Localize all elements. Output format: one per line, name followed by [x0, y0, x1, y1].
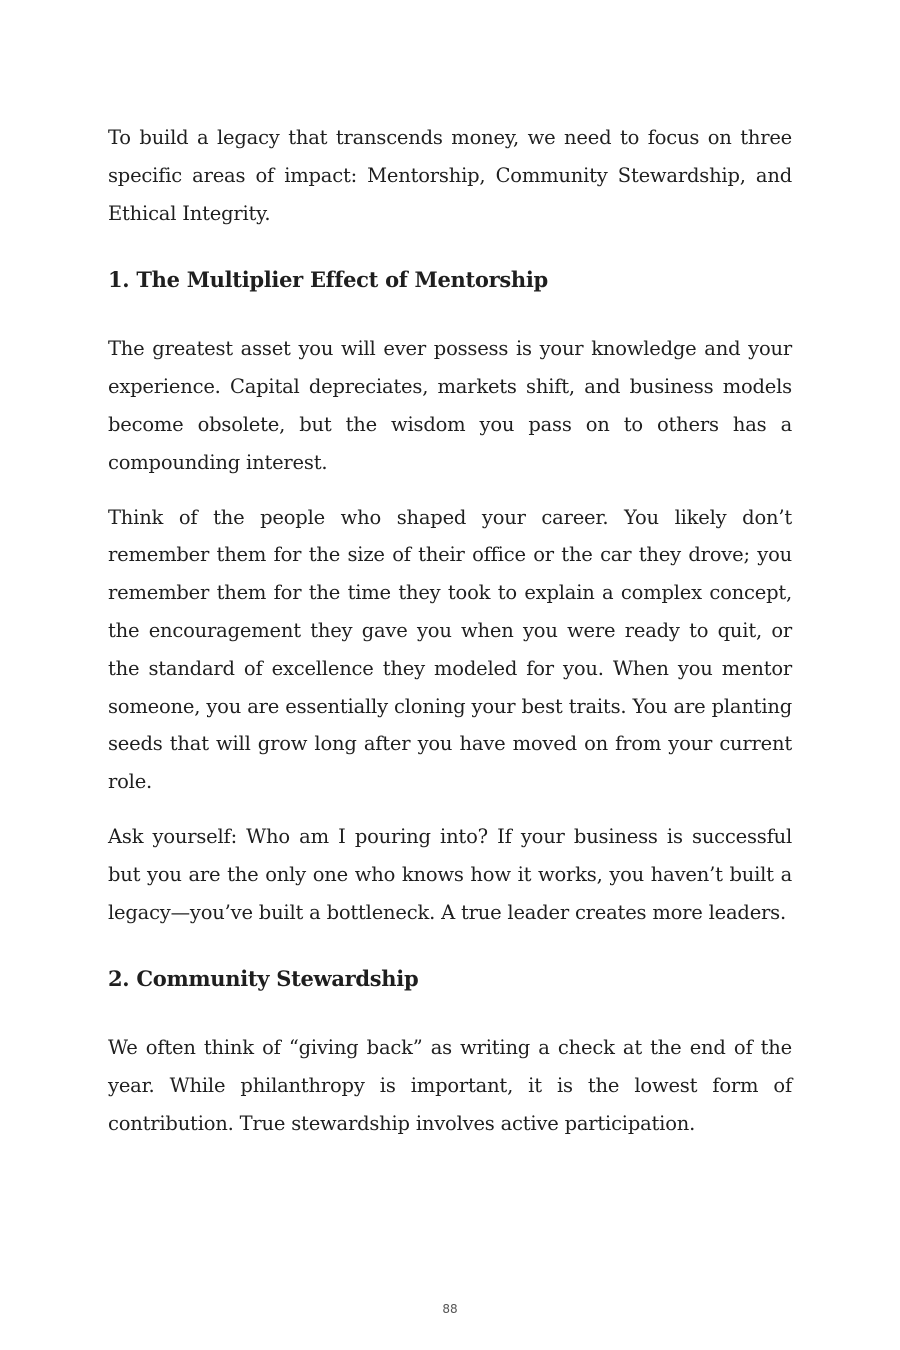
paragraph-mentorship-2: Think of the people who shaped your career. You likely don’t remember them for the size of their office or the car they drove; you remember them for the time they took to explain a complex concept, the encouragement they gave you when you were ready to quit, or the standard of excellence they modeled for you. When you mentor someone, you are essentially cloning your best traits. You are planting seeds that will grow long after you have moved on from your current role. [108, 505, 792, 794]
paragraph-mentorship-1: The greatest asset you will ever possess is your knowledge and your experience. Capital depreciates, markets shift, and business models become obsolete, but the wisdom you pass on to others has a compounding interest. [108, 337, 792, 474]
paragraph-stewardship-1: We often think of “giving back” as writing a check at the end of the year. While philanthropy is important, it is the lowest form of contribution. True stewardship involves active participation. [108, 1036, 792, 1135]
section-heading-mentorship: 1. The Multiplier Effect of Mentorship [108, 267, 548, 293]
section-heading-stewardship: 2. Community Stewardship [108, 966, 419, 992]
paragraph-mentorship-3: Ask yourself: Who am I pouring into? If your business is successful but you are the only one who knows how it works, you haven’t built a legacy—you’ve built a bottleneck. A true leader creates more leaders. [108, 824, 792, 924]
page-number: 88 [442, 1302, 458, 1316]
intro-paragraph: To build a legacy that transcends money, we need to focus on three specific areas of impact: Mentorship, Community Stewardship, and Ethical Integrity. [108, 126, 792, 225]
page-content [108, 119, 792, 1160]
